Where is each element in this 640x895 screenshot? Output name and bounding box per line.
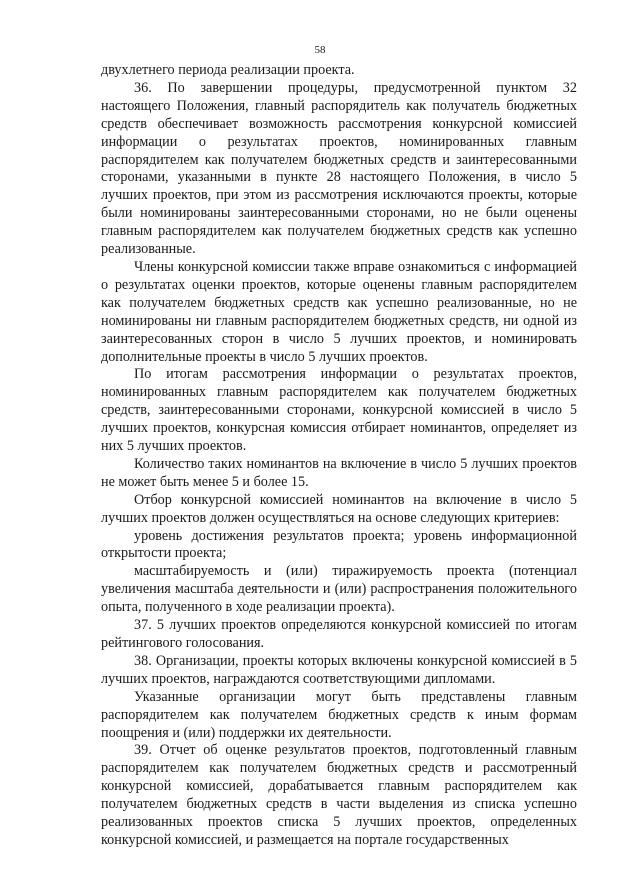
document-body <box>101 62 577 850</box>
paragraph-nominee-count: Количество таких номинантов на включение в число 5 лучших проектов не может быть менее 5 и более 15. <box>101 455 577 490</box>
paragraph-review-results: По итогам рассмотрения информации о результатах проектов, номинированных главным распорядителем как получателем бюджетных средств, заинтересованными сторонами, конкурсной комиссией в число 5 лучших проектов, конкурсная комиссия отбирает номинантов, определяет из них 5 лучших проектов. <box>101 366 577 455</box>
paragraph-selection-criteria: Отбор конкурсной комиссией номинантов на включение в число 5 лучших проектов должен осуществляться на основе следующих критериев: <box>101 491 577 526</box>
paragraph-criterion-scalability: масштабируемость и (или) тиражируемость проекта (потенциал увеличения масштаба деятельности и (или) распространения положительного опыта, полученного в ходе реализации проекта). <box>101 563 577 616</box>
paragraph-criterion-results: уровень достижения результатов проекта; уровень информационной открытости проекта; <box>101 527 577 562</box>
paragraph-item-36: 36. По завершении процедуры, предусмотренной пунктом 32 настоящего Положения, главный распорядитель как получатель бюджетных средств обеспечивает возможность рассмотрения конкурсной комиссией информации о результатах проектов, номинированных главным распорядителем как получателем бюджетных средств и заинтересованными сторонами, указанными в пункте 28 настоящего Положения, в число 5 лучших проектов, при этом из рассмотрения исключаются проекты, которые были номинированы заинтересованными сторонами, но не были оценены главным распорядителем как получателем бюджетных средств как успешно реализованные. <box>101 79 577 258</box>
paragraph-item-37: 37. 5 лучших проектов определяются конкурсной комиссией по итогам рейтингового голосования. <box>101 617 577 651</box>
page-number: 58 <box>314 44 326 56</box>
paragraph-commission-members: Члены конкурсной комиссии также вправе ознакомиться с информацией о результатах оценки проектов, которые оценены главным распорядителем как получателем бюджетных средств как успешно реализованные, но не номинированы ни главным распорядителем бюджетных средств, ни одной из заинтересованных сторон в число 5 лучших проектов, и номинировать дополнительные проекты в число 5 лучших проектов. <box>101 258 577 365</box>
paragraph-encouragement: Указанные организации могут быть представлены главным распорядителем как получателем бюджетных средств к иным формам поощрения и (или) поддержки их деятельности. <box>101 688 577 741</box>
paragraph-item-38: 38. Организации, проекты которых включены конкурсной комиссией в 5 лучших проектов, награждаются соответствующими дипломами. <box>101 652 577 687</box>
paragraph-continuation: двухлетнего периода реализации проекта. <box>101 62 355 78</box>
paragraph-item-39: 39. Отчет об оценке результатов проектов, подготовленный главным распорядителем как получателем бюджетных средств и рассмотренный конкурсной комиссией, дорабатывается главным распорядителем как получателем бюджетных средств в части выделения из списка успешно реализованных проектов списка 5 лучших проектов, определенных конкурсной комиссией, и размещается на портале государственных <box>101 742 577 848</box>
